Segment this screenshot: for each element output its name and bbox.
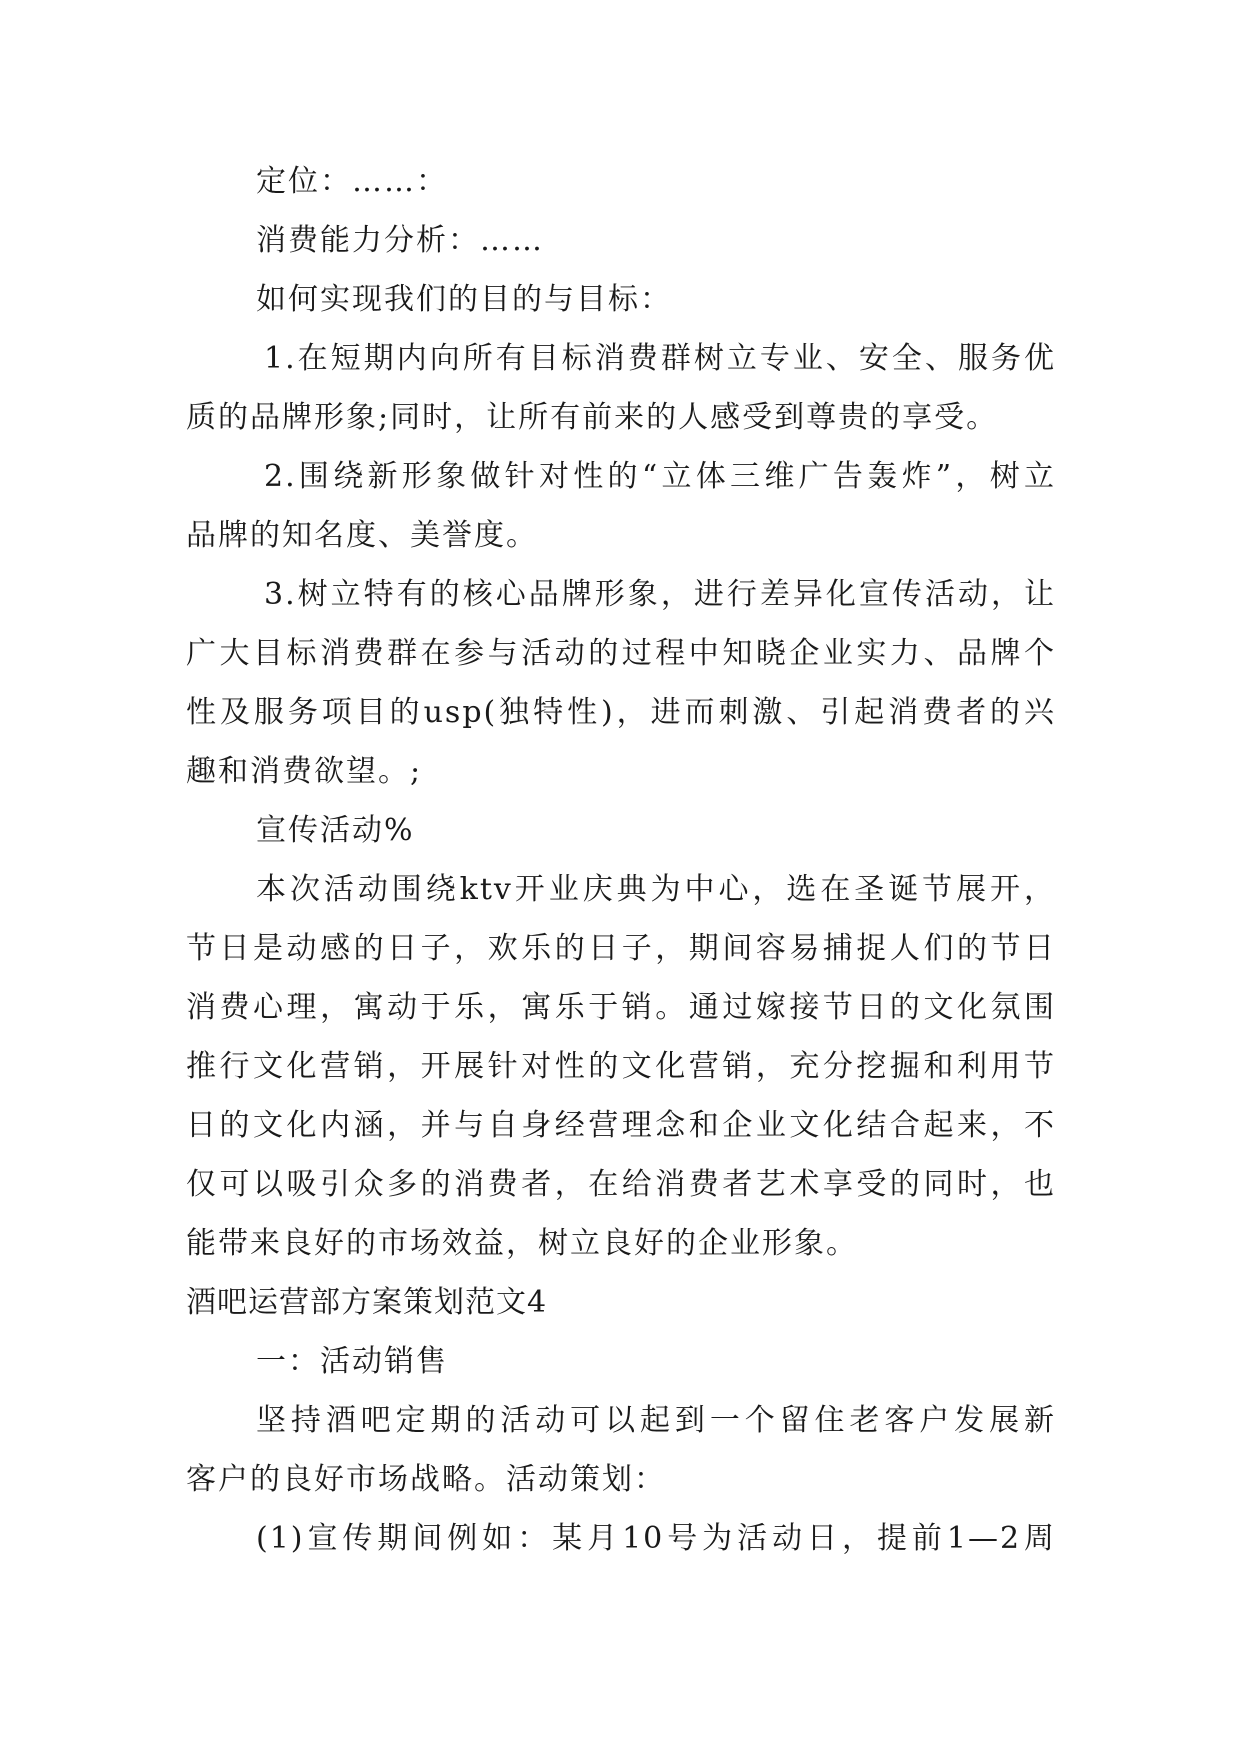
text-line-promo-activity: 宣传活动% xyxy=(256,813,415,848)
text-line-paragraph-2: 节日是动感的日子，欢乐的日子，期间容易捕捉人们的节日 xyxy=(186,931,1056,966)
section-heading: 酒吧运营部方案策划范文4 xyxy=(186,1285,548,1320)
text-line-paragraph-3: 消费心理，寓动于乐，寓乐于销。通过嫁接节日的文化氛围 xyxy=(186,990,1056,1025)
text-line-regular-activity-cont: 客户的良好市场战略。活动策划： xyxy=(186,1462,666,1497)
text-line-item-2-cont: 品牌的知名度、美誉度。 xyxy=(186,518,538,553)
text-line-promo-period: (1)宣传期间例如：某月10号为活动日，提前1—2周 xyxy=(256,1521,1056,1556)
text-line-activity-sales: 一：活动销售 xyxy=(256,1344,448,1379)
text-line-paragraph-6: 仅可以吸引众多的消费者，在给消费者艺术享受的同时，也 xyxy=(186,1167,1056,1202)
text-line-item-3-cont-1: 广大目标消费群在参与活动的过程中知晓企业实力、品牌个 xyxy=(186,636,1056,671)
text-line-how-to-achieve: 如何实现我们的目的与目标： xyxy=(256,282,672,317)
text-line-paragraph-7: 能带来良好的市场效益，树立良好的企业形象。 xyxy=(186,1226,858,1261)
text-line-item-3: 3.树立特有的核心品牌形象，进行差异化宣传活动，让 xyxy=(264,577,1056,612)
text-line-paragraph-5: 日的文化内涵，并与自身经营理念和企业文化结合起来，不 xyxy=(186,1108,1056,1143)
text-line-item-2: 2.围绕新形象做针对性的“立体三维广告轰炸”，树立 xyxy=(264,459,1056,494)
text-line-regular-activity: 坚持酒吧定期的活动可以起到一个留住老客户发展新 xyxy=(256,1403,1056,1438)
document-body xyxy=(186,152,1056,1568)
text-line-paragraph-1: 本次活动围绕ktv开业庆典为中心，选在圣诞节展开， xyxy=(256,872,1056,907)
text-line-positioning: 定位：……： xyxy=(256,164,448,199)
text-line-item-3-cont-2: 性及服务项目的usp(独特性)，进而刺激、引起消费者的兴 xyxy=(186,695,1056,730)
text-line-item-3-cont-3: 趣和消费欲望。; xyxy=(186,754,423,789)
text-line-paragraph-4: 推行文化营销，开展针对性的文化营销，充分挖掘和利用节 xyxy=(186,1049,1056,1084)
text-line-item-1: 1.在短期内向所有目标消费群树立专业、安全、服务优 xyxy=(264,341,1056,376)
text-line-spending-analysis: 消费能力分析：…… xyxy=(256,223,544,258)
text-line-item-1-cont: 质的品牌形象;同时，让所有前来的人感受到尊贵的享受。 xyxy=(186,400,999,435)
